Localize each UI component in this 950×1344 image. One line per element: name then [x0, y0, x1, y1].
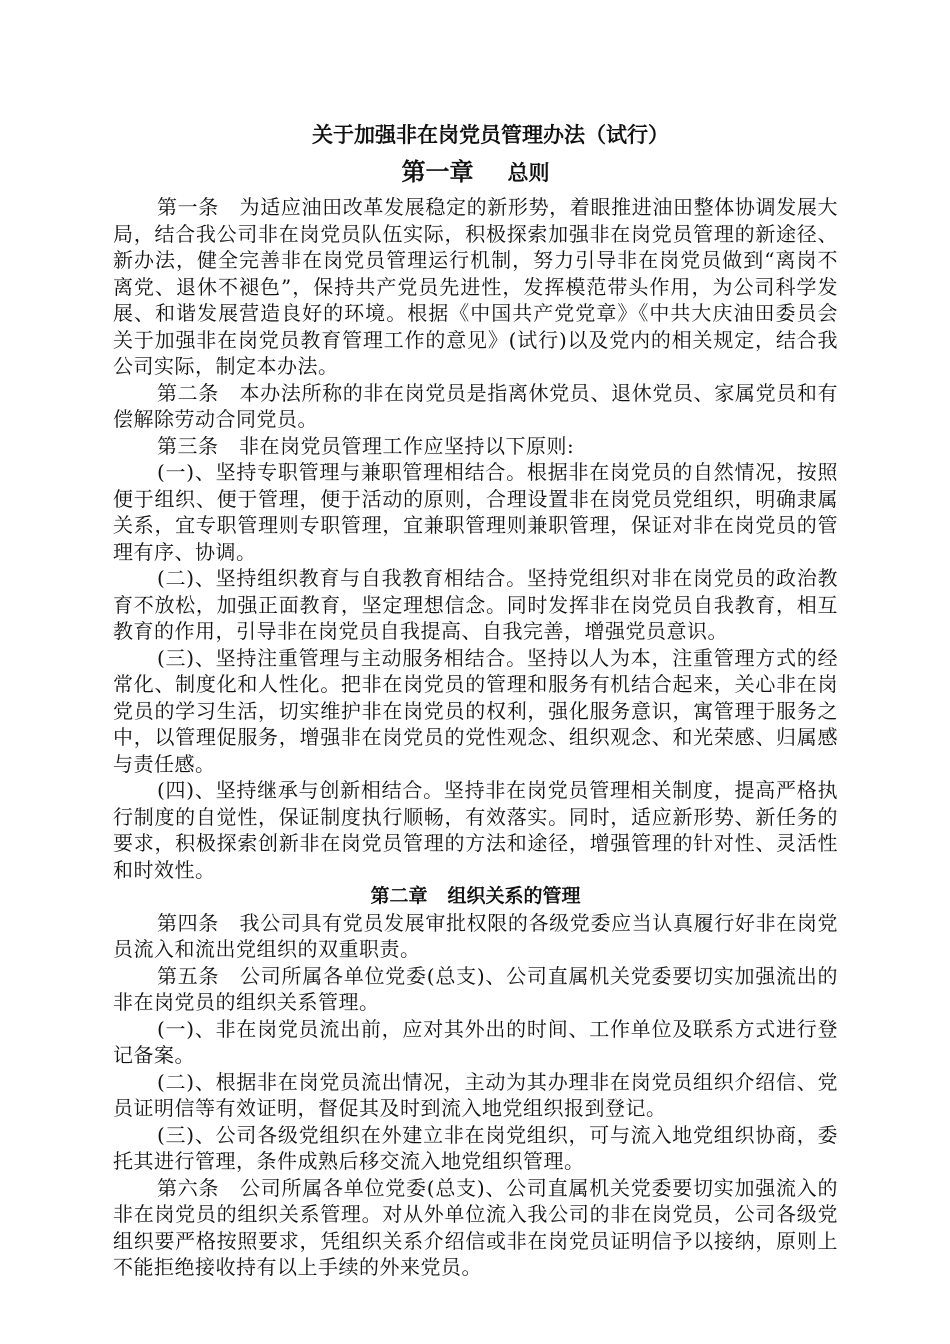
chapter-2-label: 第二章	[370, 885, 428, 907]
article-3-item-2: (二)、坚持组织教育与自我教育相结合。坚持党组织对非在岗党员的政治教育不放松，加强正面教育，坚定理想信念。同时发挥非在岗党员自我教育，相互教育的作用，引导非在岗党员自我提高、自我完善，增强党员意识。	[113, 566, 838, 643]
chapter-2-name: 组织关系的管理	[447, 885, 581, 907]
article-1: 第一条 为适应油田改革发展稳定的新形势，着眼推进油田整体协调发展大局，结合我公司非在岗党员队伍实际，积极探索加强非在岗党员管理的新途径、新办法，健全完善非在岗党员管理运行机制，努力引导非在岗党员做到“离岗不离党、退休不褪色”，保持共产党员先进性，发挥模范带头作用，为公司科学发展、和谐发展营造良好的环境。根据《中国共产党党章》《中共大庆油田委员会关于加强非在岗党员教育管理工作的意见》(试行)以及党内的相关规定，结合我公司实际，制定本办法。	[113, 195, 838, 378]
chapter-1-name: 总则	[507, 161, 550, 185]
article-2: 第二条 本办法所称的非在岗党员是指离休党员、退休党员、家属党员和有偿解除劳动合同党员。	[113, 380, 838, 431]
chapter-2-body	[113, 910, 838, 1281]
document-title: 关于加强非在岗党员管理办法（试行）	[312, 123, 669, 147]
article-5: 第五条 公司所属各单位党委(总支)、公司直属机关党委要切实加强流出的非在岗党员的组织关系管理。	[113, 963, 838, 1014]
chapter-1-label: 第一章	[401, 158, 474, 186]
article-6: 第六条 公司所属各单位党委(总支)、公司直属机关党委要切实加强流入的非在岗党员的组织关系管理。对从外单位流入我公司的非在岗党员，公司各级党组织要严格按照要求，凭组织关系介绍信或非在岗党员证明信予以接纳，原则上不能拒绝接收持有以上手续的外来党员。	[113, 1175, 838, 1279]
article-3-item-1: (一)、坚持专职管理与兼职管理相结合。根据非在岗党员的自然情况，按照便于组织、便于管理，便于活动的原则，合理设置非在岗党员党组织，明确隶属关系，宜专职管理则专职管理，宜兼职管理则兼职管理，保证对非在岗党员的管理有序、协调。	[113, 460, 838, 564]
article-5-item-2: (二)、根据非在岗党员流出情况，主动为其办理非在岗党员组织介绍信、党员证明信等有效证明，督促其及时到流入地党组织报到登记。	[113, 1069, 838, 1120]
article-3-item-3: (三)、坚持注重管理与主动服务相结合。坚持以人为本，注重管理方式的经常化、制度化和人性化。把非在岗党员的管理和服务有机结合起来，关心非在岗党员的学习生活，切实维护非在岗党员的权利，强化服务意识，寓管理于服务之中，以管理促服务，增强非在岗党员的党性观念、组织观念、和光荣感、归属感与责任感。	[113, 645, 838, 776]
chapter-1-body	[113, 194, 838, 883]
article-4: 第四条 我公司具有党员发展审批权限的各级党委应当认真履行好非在岗党员流入和流出党组织的双重职责。	[113, 910, 838, 961]
article-3-item-4: (四)、坚持继承与创新相结合。坚持非在岗党员管理相关制度，提高严格执行制度的自觉性，保证制度执行顺畅，有效落实。同时，适应新形势、新任务的要求，积极探索创新非在岗党员管理的方法和途径，增强管理的针对性、灵活性和时效性。	[113, 778, 838, 882]
document-page	[113, 118, 838, 1281]
chapter-1-heading	[113, 152, 838, 192]
article-5-item-1: (一)、非在岗党员流出前，应对其外出的时间、工作单位及联系方式进行登记备案。	[113, 1016, 838, 1067]
article-5-item-3: (三)、公司各级党组织在外建立非在岗党组织，可与流入地党组织协商，委托其进行管理，条件成熟后移交流入地党组织管理。	[113, 1122, 838, 1173]
chapter-2-heading	[113, 883, 838, 910]
article-3: 第三条 非在岗党员管理工作应坚持以下原则:	[157, 433, 575, 458]
